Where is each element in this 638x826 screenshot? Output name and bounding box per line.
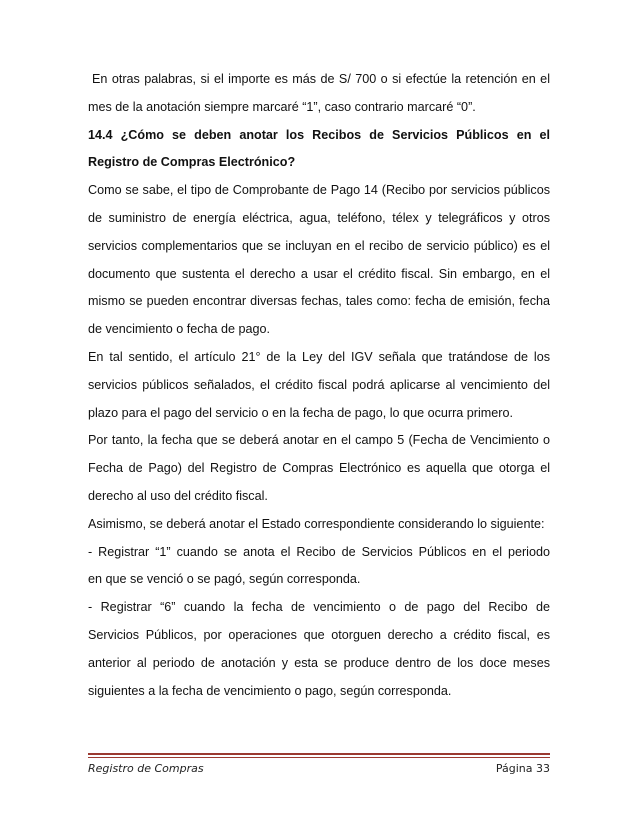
text-line: servicios públicos señalados, el crédito fiscal podrá aplicarse al vencimiento del [88, 377, 550, 392]
document-body [88, 66, 550, 705]
text-line: 14.4 ¿Cómo se deben anotar los Recibos de Servicios Públicos en el [88, 127, 550, 142]
text-line: Servicios Públicos, por operaciones que otorguen derecho a crédito fiscal, es [88, 627, 550, 642]
text-line: anterior al periodo de anotación y esta se produce dentro de los doce meses [88, 655, 550, 670]
footer-divider [88, 753, 550, 755]
text-line: - Registrar “1” cuando se anota el Recibo de Servicios Públicos en el periodo [88, 544, 550, 559]
footer-page-number: Página 33 [495, 762, 550, 775]
text-line: Registro de Compras Electrónico? [88, 155, 296, 170]
text-line: En otras palabras, si el importe es más de S/ 700 o si efectúe la retención en el [92, 72, 550, 86]
text-line: documento que sustenta el derecho a usar el crédito fiscal. Sin embargo, en el [88, 266, 550, 281]
footer-divider-thin [88, 757, 550, 758]
text-line: de vencimiento o fecha de pago. [88, 322, 271, 337]
text-line: en que se venció o se pagó, según corresponda. [88, 572, 361, 587]
text-line: mes de la anotación siempre marcaré “1”, caso contrario marcaré “0”. [88, 99, 476, 114]
page-footer [88, 762, 550, 775]
text-line: En tal sentido, el artículo 21° de la Ley del IGV señala que tratándose de los [88, 349, 550, 364]
footer-document-title: Registro de Compras [88, 762, 204, 775]
text-line: Asimismo, se deberá anotar el Estado correspondiente considerando lo siguiente: [88, 516, 545, 531]
text-line: plazo para el pago del servicio o en la fecha de pago, lo que ocurra primero. [88, 405, 513, 420]
text-line: mismo se pueden encontrar diversas fechas, tales como: fecha de emisión, fecha [88, 294, 550, 309]
text-line: Como se sabe, el tipo de Comprobante de Pago 14 (Recibo por servicios públicos [88, 183, 550, 198]
text-line: - Registrar “6” cuando la fecha de vencimiento o de pago del Recibo de [88, 600, 550, 615]
text-line: de suministro de energía eléctrica, agua, teléfono, télex y telegráficos y otros [88, 210, 550, 225]
text-line: servicios complementarios que se incluyan en el recibo de servicio público) es el [88, 238, 550, 253]
text-line: Fecha de Pago) del Registro de Compras Electrónico es aquella que otorga el [88, 461, 550, 476]
text-line: derecho al uso del crédito fiscal. [88, 488, 268, 503]
text-line: Por tanto, la fecha que se deberá anotar en el campo 5 (Fecha de Vencimiento o [88, 433, 550, 448]
text-line: siguientes a la fecha de vencimiento o pago, según corresponda. [88, 683, 452, 698]
